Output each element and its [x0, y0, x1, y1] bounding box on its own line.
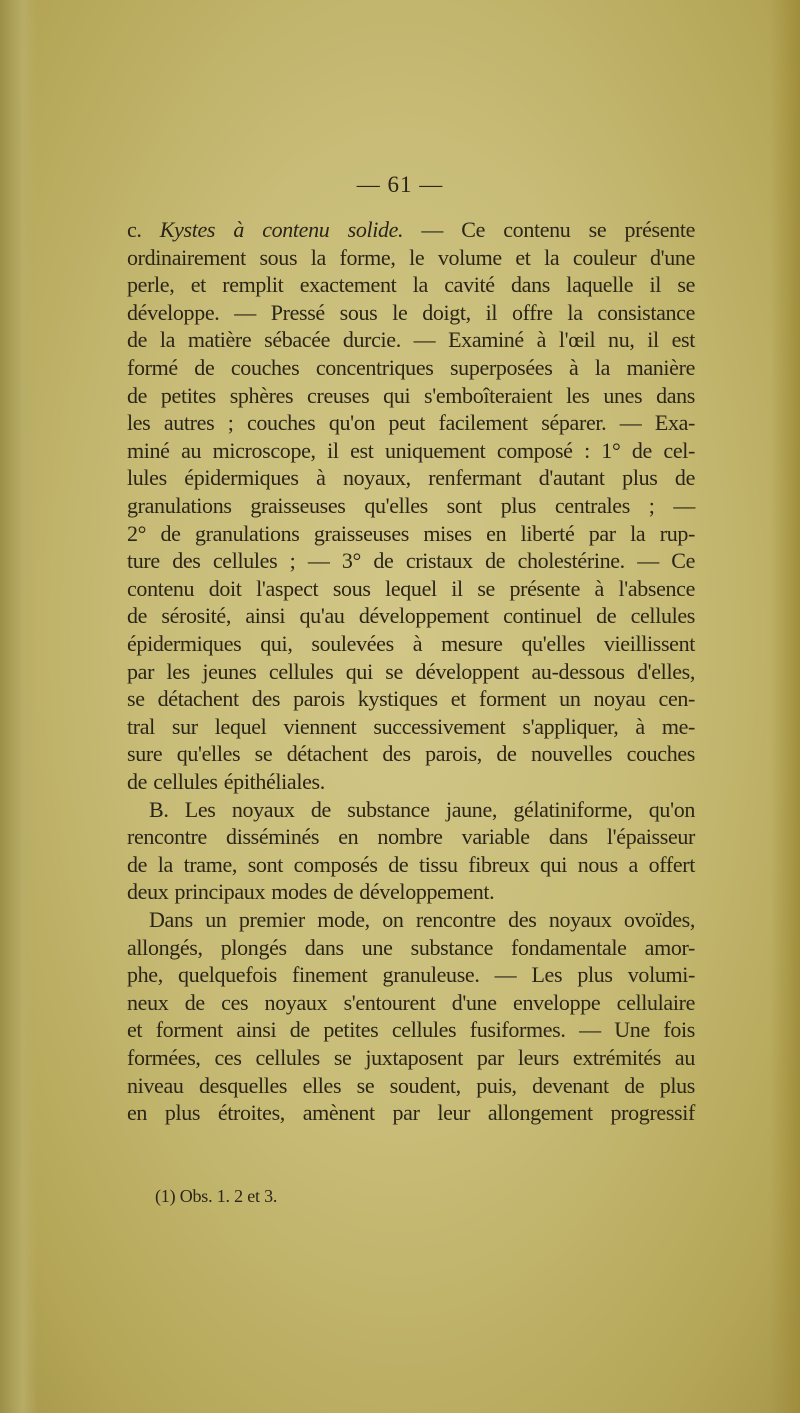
page-edge-shadow: [770, 0, 800, 1413]
text-line: de la trame, sont composés de tissu fibreux qui nous a offert: [127, 851, 695, 877]
text-line: de cellules épithéliales.: [127, 769, 325, 794]
text-line: B. Les noyaux de substance jaune, gélatiniforme, qu'on: [149, 796, 695, 822]
page-gutter-shadow: [0, 0, 38, 1413]
text-line: miné au microscope, il est uniquement composé : 1° de cel-: [127, 437, 695, 463]
text-line: perle, et remplit exactement la cavité dans laquelle il se: [127, 272, 695, 298]
text-line: épidermiques qui, soulevées à mesure qu'elles vieillissent: [127, 631, 695, 656]
text-line: lules épidermiques à noyaux, renfermant d'autant plus de: [127, 465, 695, 491]
text-line: les autres ; couches qu'on peut facilement séparer. — Exa-: [127, 410, 695, 436]
text-line: et forment ainsi de petites cellules fusiformes. — Une fois: [127, 1017, 695, 1043]
section-letter: c.: [127, 217, 160, 242]
text-line: développe. — Pressé sous le doigt, il offre la consistance: [127, 299, 695, 325]
text-line: Dans un premier mode, on rencontre des noyaux ovoïdes,: [149, 907, 695, 932]
text-line: contenu doit l'aspect sous lequel il se présente à l'absence: [127, 575, 695, 601]
text-line: se détachent des parois kystiques et forment un noyau cen-: [127, 686, 695, 712]
text-line: formées, ces cellules se juxtaposent par leurs extrémités au: [127, 1045, 695, 1070]
text-line: allongés, plongés dans une substance fondamentale amor-: [127, 934, 695, 960]
text-line: ture des cellules ; — 3° de cristaux de cholestérine. — Ce: [127, 548, 695, 574]
text-line: de petites sphères creuses qui s'emboîteraient les unes dans: [127, 382, 695, 408]
text-line: tral sur lequel viennent successivement s'appliquer, à me-: [127, 713, 695, 739]
text-line: granulations graisseuses qu'elles sont plus centrales ; —: [127, 493, 695, 518]
footnote: (1) Obs. 1. 2 et 3.: [155, 1186, 278, 1206]
section-lead: — Ce contenu se présente: [403, 217, 695, 242]
text-line: niveau desquelles elles se soudent, puis, devenant de plus: [127, 1072, 695, 1098]
text-line: ordinairement sous la forme, le volume et la couleur d'une: [127, 244, 695, 270]
text-line-heading: [127, 216, 695, 244]
text-line: en plus étroites, amènent par leur allongement progressif: [127, 1100, 695, 1126]
text-line: neux de ces noyaux s'entourent d'une enveloppe cellulaire: [127, 989, 695, 1015]
page-number: — 61 —: [356, 172, 444, 197]
text-line: phe, quelquefois finement granuleuse. — Les plus volumi-: [127, 962, 695, 988]
text-line: sure qu'elles se détachent des parois, de nouvelles couches: [127, 741, 695, 767]
text-line: de sérosité, ainsi qu'au développement continuel de cellules: [127, 603, 695, 629]
text-line: de la matière sébacée durcie. — Examiné à l'œil nu, il est: [127, 327, 695, 353]
text-line: formé de couches concentriques superposées à la manière: [127, 355, 695, 380]
text-line: deux principaux modes de développement.: [127, 879, 495, 905]
text-line: rencontre disséminés en nombre variable dans l'épaisseur: [127, 824, 695, 850]
text-line: par les jeunes cellules qui se développent au-dessous d'elles,: [127, 658, 695, 684]
text-line: 2° de granulations graisseuses mises en liberté par la rup-: [127, 520, 695, 546]
section-title: Kystes à contenu solide.: [159, 217, 404, 242]
